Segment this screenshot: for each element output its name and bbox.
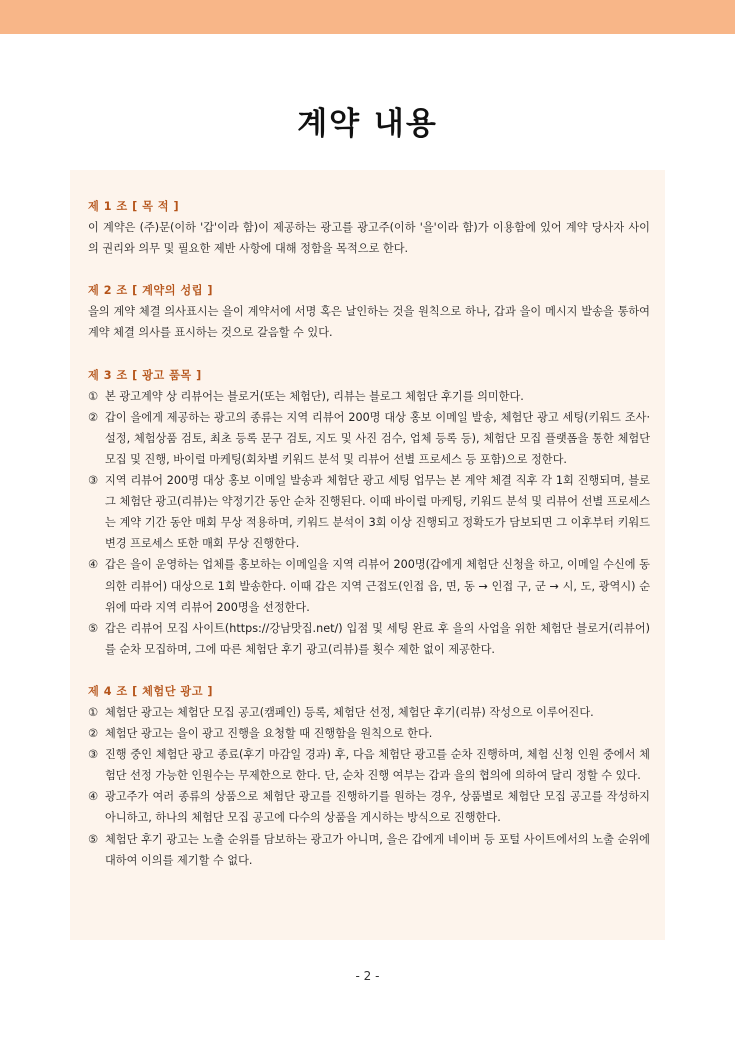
article-2 (88, 280, 650, 343)
list-item (88, 744, 650, 786)
item-number: ③ (88, 474, 99, 488)
item-number: ① (88, 389, 99, 403)
list-item (88, 702, 650, 723)
list-item (88, 829, 650, 871)
article-heading: 제 2 조 [ 계약의 성립 ] (88, 284, 214, 298)
article-3 (88, 365, 650, 660)
item-text: 갑은 리뷰어 모집 사이트(https://강남맛집.net/) 입점 및 세팅 완료 후 을의 사업을 위한 체험단 블로거(리뷰어)를 순차 모집하며, 그에 따른 체험단 후기 광고(리뷰)를 횟수 제한 없이 제공한다. (105, 621, 650, 656)
contract-content (88, 196, 650, 892)
item-text: 광고주가 여러 종류의 상품으로 체험단 광고를 진행하기를 원하는 경우, 상품별로 체험단 모집 공고를 작성하지 아니하고, 하나의 체험단 모집 공고에 다수의 상품을 게시하는 방식으로 진행한다. (105, 790, 650, 825)
article-heading: 제 3 조 [ 광고 품목 ] (88, 368, 202, 382)
item-text: 본 광고계약 상 리뷰어는 블로거(또는 체험단), 리뷰는 블로그 체험단 후기를 의미한다. (105, 389, 524, 403)
list-item (88, 470, 650, 554)
item-number: ④ (88, 558, 99, 572)
item-text: 체험단 광고는 체험단 모집 공고(캠페인) 등록, 체험단 선정, 체험단 후기(리뷰) 작성으로 이루어진다. (105, 705, 594, 719)
item-number: ② (88, 410, 99, 424)
article-1 (88, 196, 650, 259)
item-number: ④ (88, 790, 99, 804)
article-heading: 제 4 조 [ 체험단 광고 ] (88, 684, 214, 698)
item-number: ⑤ (88, 621, 99, 635)
page-number: - 2 - (355, 969, 380, 983)
item-number: ① (88, 705, 99, 719)
article-text: 이 계약은 (주)문(이하 '갑'이라 함)이 제공하는 광고를 광고주(이하 '을'이라 함)가 이용함에 있어 계약 당사자 사이의 권리와 의무 및 필요한 제반 사항에 대해 정함을 목적으로 한다. (88, 221, 650, 256)
item-number: ③ (88, 748, 99, 762)
item-text: 진행 중인 체험단 광고 종료(후기 마감일 경과) 후, 다음 체험단 광고를 순차 진행하며, 체험 신청 인원 중에서 체험단 선정 가능한 인원수는 무제한으로 한다. 단, 순차 진행 여부는 갑과 을의 협의에 의하여 달리 정할 수 있다. (105, 748, 650, 783)
list-item (88, 723, 650, 744)
item-text: 체험단 후기 광고는 노출 순위를 담보하는 광고가 아니며, 을은 갑에게 네이버 등 포털 사이트에서의 노출 순위에 대하여 이의를 제기할 수 없다. (105, 832, 650, 867)
article-text: 을의 계약 체결 의사표시는 을이 계약서에 서명 혹은 날인하는 것을 원칙으로 하나, 갑과 을이 메시지 발송을 통하여 계약 체결 의사를 표시하는 것으로 갈음할 수 있다. (88, 305, 650, 340)
list-item (88, 554, 650, 617)
list-item (88, 786, 650, 828)
header-bar (0, 0, 735, 34)
page-title: 계약 내용 (297, 106, 438, 142)
list-item (88, 618, 650, 660)
item-number: ② (88, 727, 99, 741)
article-heading: 제 1 조 [ 목 적 ] (88, 200, 180, 213)
item-text: 지역 리뷰어 200명 대상 홍보 이메일 발송과 체험단 광고 세팅 업무는 본 계약 체결 직후 각 1회 진행되며, 블로그 체험단 광고(리뷰)는 약정기간 동안 순차 진행된다. 이때 바이럴 마케팅, 키워드 분석 및 리뷰어 선별 프로세스는 계약 기간 동안 매회 무상 적용하며, 키워드 분석이 3회 이상 진행되고 정확도가 담보되면 그 이후부터 키워드 변경 프로세스 또한 매회 무상 진행한다. (105, 474, 650, 551)
list-item (88, 386, 650, 407)
item-text: 체험단 광고는 을이 광고 진행을 요청할 때 진행함을 원칙으로 한다. (105, 727, 433, 741)
list-item (88, 407, 650, 470)
item-text: 갑이 을에게 제공하는 광고의 종류는 지역 리뷰어 200명 대상 홍보 이메일 발송, 체험단 광고 세팅(키워드 조사·설정, 체험상품 검토, 최초 등록 문구 검토, 지도 및 사진 검수, 업체 등록 등), 체험단 모집 플랫폼을 통한 체험단 모집 및 진행, 바이럴 마케팅(회차별 키워드 분석 및 리뷰어 선별 프로세스 등 포함)으로 정한다. (105, 410, 650, 466)
item-text: 갑은 을이 운영하는 업체를 홍보하는 이메일을 지역 리뷰어 200명(갑에게 체험단 신청을 하고, 이메일 수신에 동의한 리뷰어) 대상으로 1회 발송한다. 이때 갑은 지역 근접도(인접 읍, 면, 동 → 인접 구, 군 → 시, 도, 광역시) 순위에 따라 지역 리뷰어 200명을 선정한다. (105, 558, 650, 614)
item-number: ⑤ (88, 832, 99, 846)
article-4 (88, 681, 650, 871)
